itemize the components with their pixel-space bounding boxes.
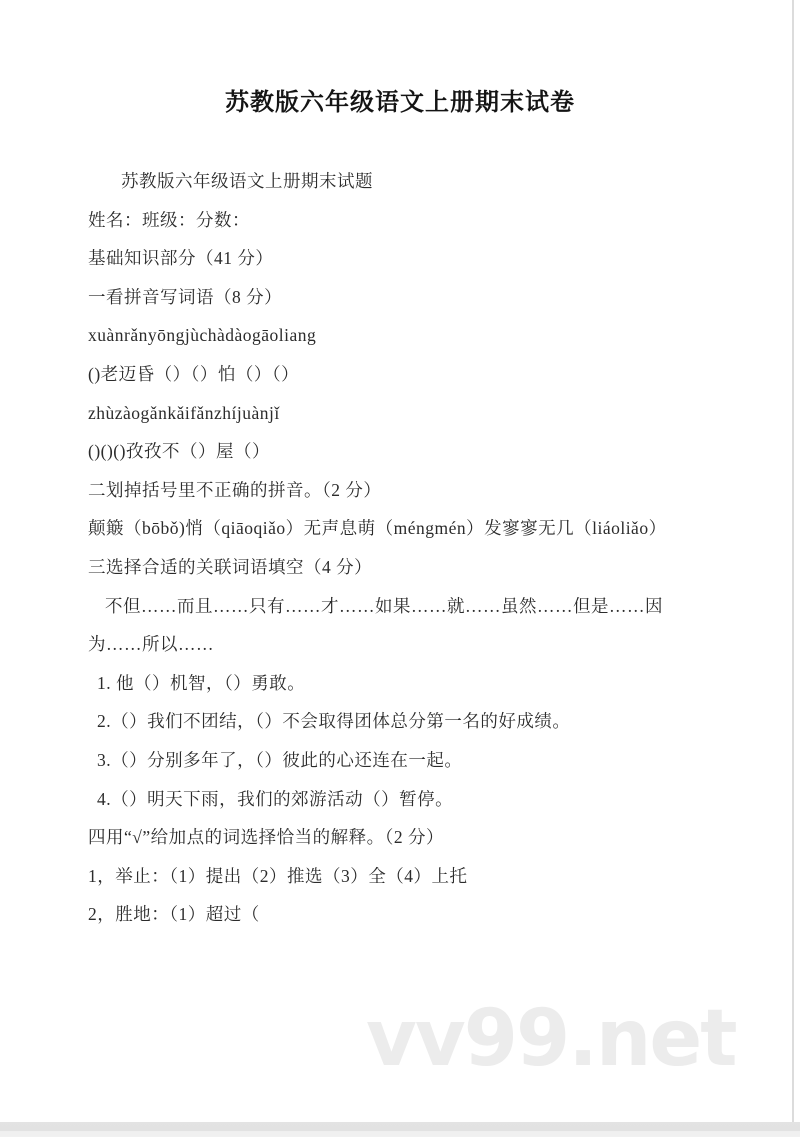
doc-line-conjunctions-2: 为……所以…… bbox=[88, 634, 214, 655]
doc-line-q3-item-2: 2.（）我们不团结，（）不会取得团体总分第一名的好成绩。 bbox=[97, 711, 571, 732]
doc-line-blanks-2: ()()()孜孜不（）屋（） bbox=[88, 441, 270, 462]
doc-line-pinyin-2: zhùzàogǎnkǎifǎnzhíjuànjǐ bbox=[88, 402, 280, 423]
page-edge-line bbox=[792, 0, 794, 1122]
page-bottom-bar bbox=[0, 1122, 800, 1137]
doc-line-q3-item-3: 3.（）分别多年了，（）彼此的心还连在一起。 bbox=[97, 749, 463, 770]
doc-line-q4-item-1: 1，举止：（1）提出（2）推选（3）全（4）上托 bbox=[88, 865, 468, 886]
doc-line-conjunctions-1: 不但……而且……只有……才……如果……就……虽然……但是……因 bbox=[105, 595, 663, 616]
doc-line-q1-header: 一看拼音写词语（8 分） bbox=[88, 286, 283, 307]
doc-line-pinyin-1: xuànrǎnyōngjùchàdàogāoliang bbox=[88, 325, 317, 346]
doc-line-section-basics: 基础知识部分（41 分） bbox=[88, 248, 274, 269]
doc-line-q2-items: 颠簸（bōbǒ)悄（qiāoqiǎo）无声息萌（méngmén）发寥寥无几（liáoliǎo） bbox=[88, 518, 667, 539]
doc-line-q4-item-2: 2，胜地：（1）超过（ bbox=[88, 904, 260, 925]
doc-line-name-class: 姓名：班级：分数： bbox=[88, 209, 250, 230]
doc-line-subtitle: 苏教版六年级语文上册期末试题 bbox=[121, 171, 373, 191]
watermark-text: vv99.net bbox=[366, 994, 736, 1084]
doc-line-q3-item-1: 1. 他（）机智，（）勇敢。 bbox=[97, 672, 306, 693]
doc-line-q4-header: 四用“√”给加点的词选择恰当的解释。（2 分） bbox=[88, 827, 445, 848]
doc-line-q3-header: 三选择合适的关联词语填空（4 分） bbox=[88, 556, 373, 577]
doc-line-q3-item-4: 4.（）明天下雨，我们的郊游活动（）暂停。 bbox=[97, 788, 454, 809]
document-body bbox=[0, 118, 800, 934]
doc-line-q2-header: 二划掉括号里不正确的拼音。（2 分） bbox=[88, 479, 382, 500]
doc-line-blanks-1: ()老迈昏（）（）怕（）（） bbox=[88, 363, 300, 384]
page-title: 苏教版六年级语文上册期末试卷 bbox=[225, 89, 575, 116]
